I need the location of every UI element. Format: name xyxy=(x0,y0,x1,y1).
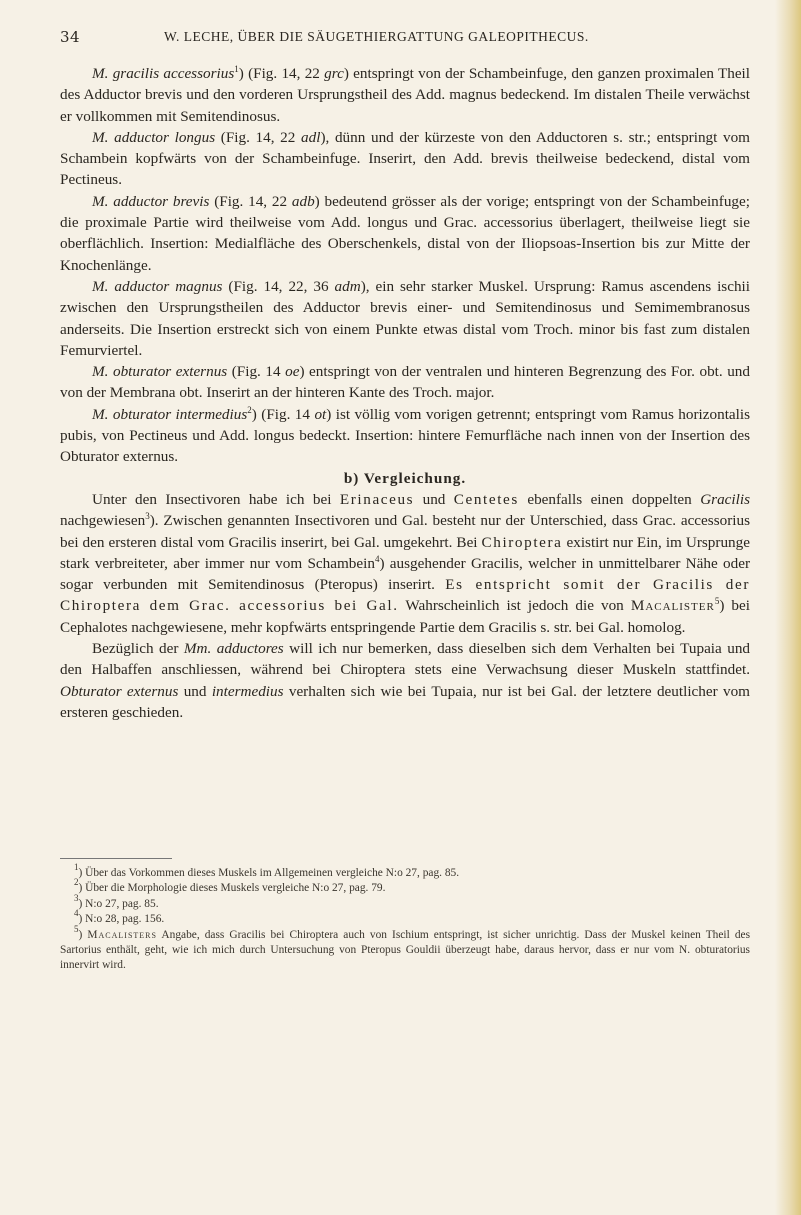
muscle-term: M. obturator intermedius xyxy=(92,405,248,423)
running-title: W. LECHE, ÜBER DIE SÄUGETHIERGATTUNG GALEOPITHECUS. xyxy=(164,29,589,44)
footnote-ref: 2 xyxy=(247,404,252,415)
muscle-term: M. adductor magnus xyxy=(92,277,223,295)
footnotes xyxy=(60,862,750,974)
page-edge-tint xyxy=(775,0,801,1215)
footnote-ref: 4 xyxy=(374,553,380,564)
footnote-divider xyxy=(60,858,172,859)
muscle-term: M. adductor longus xyxy=(92,128,216,146)
paragraph-adductor-brevis: M. adductor brevis (Fig. 14, 22 adb) bedeutend grösser als der vorige; entspringt von der Schambeinfuge; die proximale Partie wird theilweise vom Add. longus und Grac. accessorius überlagert, theilweise liegt sie oberflächlich. Insertion: Medialfläche des Oberschenkels, distal von der Iliopsoas-Insertion bis zur Mitte der Knochenlänge. xyxy=(60,192,750,274)
paragraph-obturator-intermedius: M. obturator intermedius$^2$) (Fig. 14 ot) ist völlig vom vorigen getrennt; entspringt vom Ramus horizontalis pubis, von Pectineus und Add. longus bedeckt. Insertion: hintere Femurfläche nach innen von der Insertion des Obturator externus. xyxy=(60,404,751,466)
footnote-1: $^1$) Über das Vorkommen dieses Muskels im Allgemeinen vergleiche N:o 27, pag. 85. xyxy=(74,862,460,879)
footnote-5: $^5$) Macalisters Angabe, dass Gracilis bei Chiroptera auch von Ischium entspringt, ist sicher unrichtig. Dass der Muskel keinen Theil des Sartorius enthält, geht, wie ich mich durch Untersuchung von Pteropus Gouldii überzeugt habe, daraus hervor, dass er nur vom N. obturatorius innervirt wird. xyxy=(60,923,750,972)
footnote-ref: 3 xyxy=(145,511,150,522)
paragraph-obturator-externus: M. obturator externus (Fig. 14 oe) entspringt von der ventralen und hinteren Begrenzung des For. obt. und von der Membrana obt. Inserirt an der hinteren Kante des Troch. major. xyxy=(60,363,750,402)
footnote-4: $^4$) N:o 28, pag. 156. xyxy=(74,908,165,926)
paragraph-adductor-magnus: M. adductor magnus (Fig. 14, 22, 36 adm), ein sehr starker Muskel. Ursprung: Ramus ascendens ischii zwischen den Ursprungstheilen des Adductor brevis einer- und Semitendinosus und Semimembranosus anderseits. Die Insertion erstreckt sich von einem Punkte etwas distal vom Troch. minor bis fast zum distalen Femurviertel. xyxy=(60,277,750,359)
section-heading: b) Vergleichung. xyxy=(343,469,467,487)
paragraph-comparison-adductores: Bezüglich der Mm. adductores will ich nur bemerken, dass dieselben sich dem Verhalten bei Tupaia und den Halbaffen anschliessen, während bei Chiroptera stets eine Verwachsung dieser Muskeln stattfindet. Obturator externus und intermedius verhalten sich wie bei Tupaia, nur ist bei Gal. der letztere deutlicher vom ersteren geschieden. xyxy=(60,640,751,721)
muscle-term: M. adductor brevis xyxy=(92,192,210,210)
footnote-3: $^3$) N:o 27, pag. 85. xyxy=(74,892,159,910)
paragraph-comparison-gracilis: Unter den Insectivoren habe ich bei Erinaceus und Centetes ebenfalls einen doppelten Gracilis nachgewiesen$^3$). Zwischen genannten Insectivoren und Gal. besteht nur der Unterschied, dass Grac. accessorius bei den ersteren distal vom Gracilis inserirt, bei Gal. umgekehrt. Bei Chiroptera existirt nur Ein, im Ursprunge stark verbreiteter, aber immer nur vom Schambein$^4$) ausgehender Gracilis, welcher in unmittelbarer Nähe oder sogar verbunden mit Semitendinosus (Pteropus) inserirt. Es entspricht somit der Gracilis der Chiroptera dem Grac. accessorius bei Gal. Wahrscheinlich ist jedoch die von Macalister$^5$) bei Cephalotes nachgewiesene, mehr kopfwärts entspringende Partie dem Gracilis s. str. bei Gal. homolog. xyxy=(60,490,751,636)
main-text xyxy=(60,63,750,723)
paragraph-gracilis-accessorius: M. gracilis accessorius$^1$) (Fig. 14, 22 grc) entspringt von der Schambeinfuge, den ganzen proximalen Theil des Adductor brevis und den vorderen Ursprungstheil des Add. magnus bedeckend. Im distalen Theile verwächst er vollkommen mit Semitendinosus. xyxy=(60,64,750,125)
muscle-term: M. gracilis accessorius xyxy=(92,65,235,82)
muscle-term: M. obturator externus xyxy=(92,363,228,381)
footnote-ref: 1 xyxy=(234,64,239,74)
page-number: 34 xyxy=(60,28,81,46)
footnote-2: $^2$) Über die Morphologie dieses Muskels vergleiche N:o 27, pag. 79. xyxy=(74,877,386,895)
running-header xyxy=(0,28,801,52)
footnote-ref: 5 xyxy=(714,596,720,607)
paragraph-adductor-longus: M. adductor longus (Fig. 14, 22 adl), dünn und der kürzeste von den Adductoren s. str.; entspringt vom Schambein kopfwärts von der Schambeinfuge. Inserirt, den Add. brevis theilweise bedeckend, distal vom Pectineus. xyxy=(60,128,750,189)
